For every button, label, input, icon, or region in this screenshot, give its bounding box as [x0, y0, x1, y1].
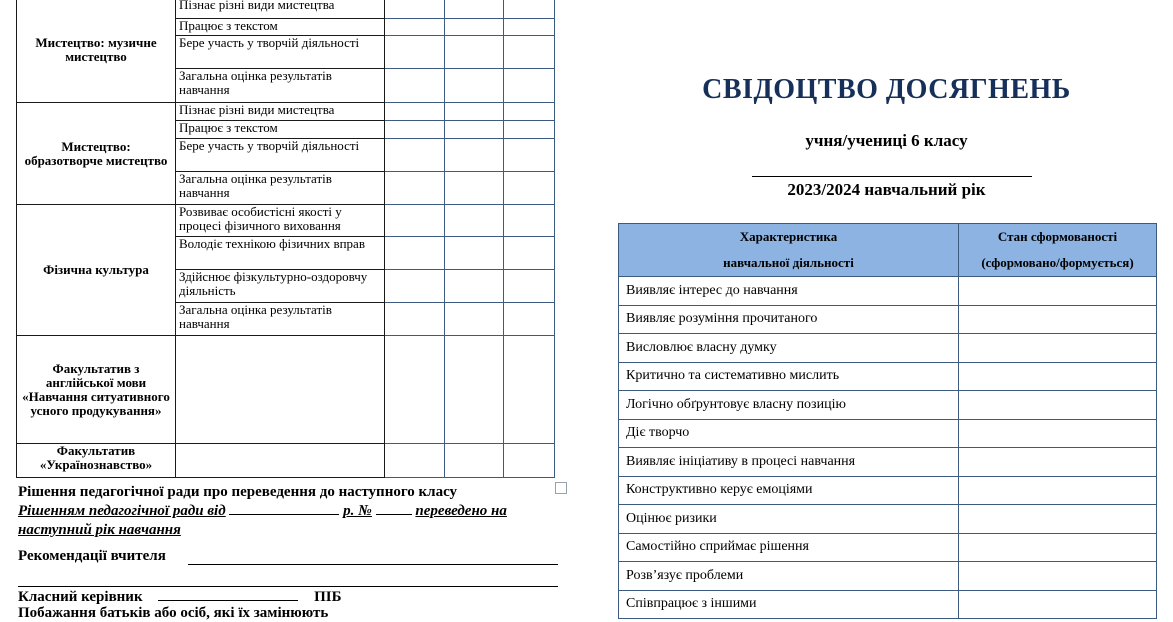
grade-cell[interactable]: [445, 303, 504, 336]
table-row: [17, 336, 555, 444]
table-row: [619, 476, 1157, 505]
table-row: [17, 103, 555, 121]
characteristic-cell: Виявляє ініціативу в процесі навчання: [619, 448, 959, 477]
table-row: [17, 0, 555, 19]
subject-physical-education: Фізична культура: [17, 205, 176, 336]
table-row: [619, 391, 1157, 420]
grade-cell[interactable]: [445, 444, 504, 478]
characteristic-cell: Оцінює ризики: [619, 505, 959, 534]
indicator-cell: Загальна оцінка результатів навчання: [176, 303, 385, 336]
certificate-subtitle: учня/учениці 6 класу: [805, 131, 968, 150]
grade-cell[interactable]: [445, 121, 504, 139]
indicator-cell: Володіє технікою фізичних вправ: [176, 237, 385, 270]
grade-cell[interactable]: [385, 172, 445, 205]
subject-music: Мистецтво: музичне мистецтво: [17, 0, 176, 103]
grade-cell[interactable]: [385, 205, 445, 237]
grade-cell[interactable]: [385, 0, 445, 19]
grade-cell[interactable]: [385, 121, 445, 139]
status-cell[interactable]: [959, 305, 1157, 334]
grade-cell[interactable]: [445, 36, 504, 69]
status-cell[interactable]: [959, 362, 1157, 391]
indicator-cell: Пізнає різні види мистецтва: [176, 0, 385, 19]
grade-cell[interactable]: [385, 139, 445, 172]
grade-cell[interactable]: [385, 237, 445, 270]
indicator-cell: Здійснює фізкультурно-оздоровчу діяльність: [176, 270, 385, 303]
parents-wishes-label: Побажання батьків або осіб, які їх замінюють: [18, 605, 329, 621]
characteristic-cell: Співпрацює з іншими: [619, 590, 959, 619]
grade-cell[interactable]: [504, 303, 555, 336]
grade-cell[interactable]: [445, 103, 504, 121]
status-cell[interactable]: [959, 334, 1157, 363]
grade-cell[interactable]: [385, 19, 445, 36]
table-header-row: [619, 224, 1157, 277]
table-row: [619, 505, 1157, 534]
indicator-cell[interactable]: [176, 444, 385, 478]
characteristic-cell: Діє творчо: [619, 419, 959, 448]
status-cell[interactable]: [959, 533, 1157, 562]
status-cell[interactable]: [959, 419, 1157, 448]
grade-cell[interactable]: [445, 270, 504, 303]
grade-cell[interactable]: [504, 270, 555, 303]
class-teacher-label: Класний керівник: [18, 589, 143, 605]
table-row: [619, 362, 1157, 391]
characteristic-cell: Виявляє інтерес до навчання: [619, 277, 959, 306]
grade-cell[interactable]: [504, 172, 555, 205]
grade-cell[interactable]: [445, 139, 504, 172]
characteristic-cell: Логічно обґрунтовує власну позицію: [619, 391, 959, 420]
recommendations-label: Рекомендації вчителя: [18, 548, 166, 564]
status-cell[interactable]: [959, 277, 1157, 306]
header-status: Стан сформованості (сформовано/формується): [959, 224, 1157, 277]
certificate-title: СВІДОЦТВО ДОСЯГНЕНЬ: [702, 74, 1071, 105]
grade-cell[interactable]: [385, 103, 445, 121]
indicator-cell[interactable]: [176, 336, 385, 444]
status-cell[interactable]: [959, 505, 1157, 534]
table-row: [619, 562, 1157, 591]
elective-ukrainian-studies: Факультатив «Українознавство»: [17, 444, 176, 478]
table-row: [17, 444, 555, 478]
grade-cell[interactable]: [504, 336, 555, 444]
characteristic-cell: Конструктивно керує емоціями: [619, 476, 959, 505]
grade-cell[interactable]: [445, 205, 504, 237]
table-row: [619, 277, 1157, 306]
characteristic-cell: Висловлює власну думку: [619, 334, 959, 363]
grade-cell[interactable]: [504, 444, 555, 478]
pib-label: ПІБ: [314, 589, 342, 605]
decision-part-2: р. №: [343, 503, 372, 519]
student-name-line[interactable]: [752, 176, 1032, 177]
table-row: [17, 205, 555, 237]
status-cell[interactable]: [959, 476, 1157, 505]
number-blank[interactable]: [376, 502, 412, 515]
grade-cell[interactable]: [445, 336, 504, 444]
decision-part-3: переведено на наступний рік навчання: [18, 503, 507, 538]
decision-title: Рішення педагогічної ради про переведення до наступного класу: [18, 484, 458, 500]
indicator-cell: Розвиває особистісні якості у процесі фізичного виховання: [176, 205, 385, 237]
subjects-table: [16, 0, 555, 478]
certificate-year: 2023/2024 навчальний рік: [787, 180, 986, 199]
grade-cell[interactable]: [504, 103, 555, 121]
table-row: [619, 533, 1157, 562]
right-page: [600, 0, 1173, 616]
grade-cell[interactable]: [504, 0, 555, 19]
elective-english: Факультатив з англійської мови «Навчання ситуативного усного продукування»: [17, 336, 176, 444]
grade-cell[interactable]: [504, 19, 555, 36]
grade-cell[interactable]: [504, 121, 555, 139]
indicator-cell: Бере участь у творчій діяльності: [176, 139, 385, 172]
grade-cell[interactable]: [445, 172, 504, 205]
table-row: [619, 419, 1157, 448]
table-row: [619, 305, 1157, 334]
table-row: [619, 334, 1157, 363]
grade-cell[interactable]: [445, 0, 504, 19]
indicator-cell: Пізнає різні види мистецтва: [176, 103, 385, 121]
grade-cell[interactable]: [385, 270, 445, 303]
decision-text: [18, 502, 548, 540]
grade-cell[interactable]: [504, 237, 555, 270]
grade-cell[interactable]: [385, 36, 445, 69]
grade-cell[interactable]: [385, 444, 445, 478]
grade-cell[interactable]: [385, 69, 445, 103]
table-row: [619, 448, 1157, 477]
status-cell[interactable]: [959, 562, 1157, 591]
recommendations-line-2[interactable]: [18, 586, 558, 587]
achievements-table: [618, 223, 1157, 619]
characteristic-cell: Розв’язує проблеми: [619, 562, 959, 591]
characteristic-cell: Виявляє розуміння прочитаного: [619, 305, 959, 334]
recommendations-line[interactable]: [188, 564, 558, 565]
signature-blank[interactable]: [158, 588, 298, 601]
class-teacher-row: [18, 588, 342, 606]
characteristic-cell: Самостійно сприймає рішення: [619, 533, 959, 562]
grade-cell[interactable]: [385, 336, 445, 444]
table-resize-handle[interactable]: [555, 482, 567, 494]
indicator-cell: Загальна оцінка результатів навчання: [176, 172, 385, 205]
decision-part-1: Рішенням педагогічної ради від: [18, 503, 226, 519]
grade-cell[interactable]: [504, 139, 555, 172]
indicator-cell: Бере участь у творчій діяльності: [176, 36, 385, 69]
subject-visual-art: Мистецтво: образотворче мистецтво: [17, 103, 176, 205]
grade-cell[interactable]: [504, 205, 555, 237]
status-cell[interactable]: [959, 448, 1157, 477]
table-row: [619, 590, 1157, 619]
indicator-cell: Працює з текстом: [176, 19, 385, 36]
header-characteristic: Характеристика навчальної діяльності: [619, 224, 959, 277]
status-cell[interactable]: [959, 590, 1157, 619]
indicator-cell: Загальна оцінка результатів навчання: [176, 69, 385, 103]
indicator-cell: Працює з текстом: [176, 121, 385, 139]
grade-cell[interactable]: [504, 69, 555, 103]
characteristic-cell: Критично та системативно мислить: [619, 362, 959, 391]
grade-cell[interactable]: [445, 237, 504, 270]
date-blank[interactable]: [229, 502, 339, 515]
grade-cell[interactable]: [504, 36, 555, 69]
status-cell[interactable]: [959, 391, 1157, 420]
grade-cell[interactable]: [445, 19, 504, 36]
grade-cell[interactable]: [385, 303, 445, 336]
grade-cell[interactable]: [445, 69, 504, 103]
